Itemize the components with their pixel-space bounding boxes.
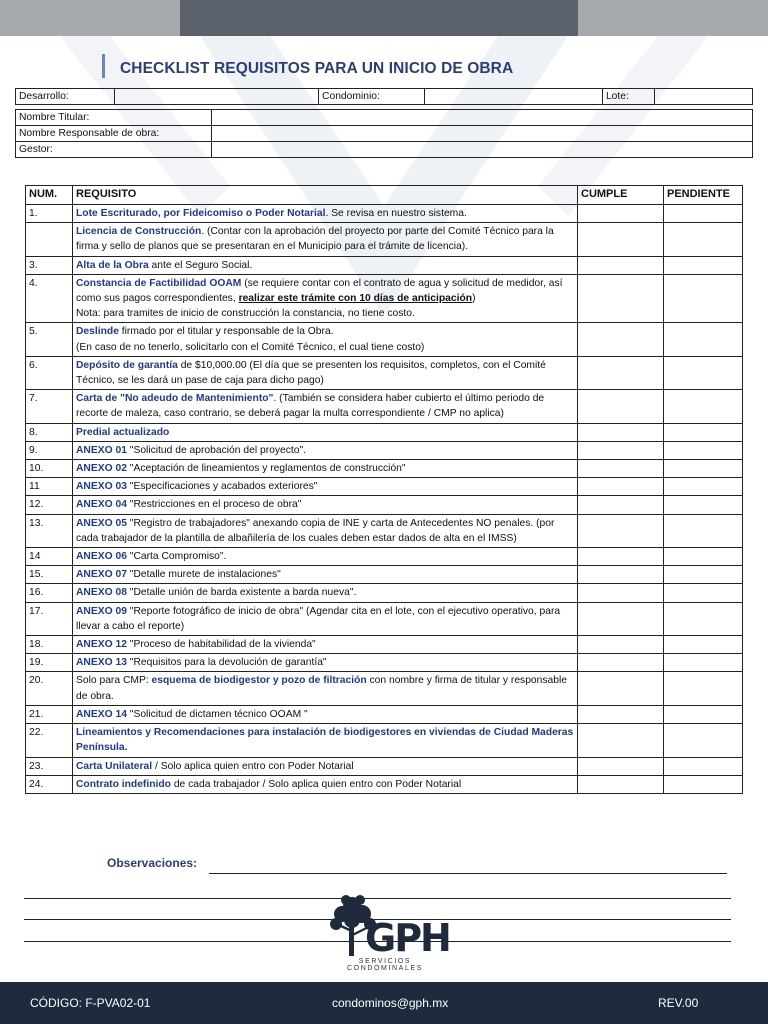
row-num: 4. <box>26 274 73 323</box>
row-cumple-cell[interactable] <box>578 323 664 356</box>
row-cumple-cell[interactable] <box>578 724 664 757</box>
row-requisito <box>73 496 578 514</box>
row-num: 9. <box>26 441 73 459</box>
title-accent-bar <box>102 54 105 78</box>
field-gestor[interactable] <box>212 142 753 158</box>
requisito-bold: ANEXO 13 <box>76 657 127 669</box>
row-cumple-cell[interactable] <box>578 390 664 423</box>
page-title: CHECKLIST REQUISITOS PARA UN INICIO DE OBRA <box>120 60 514 77</box>
row-requisito <box>73 654 578 672</box>
requisito-text: "Restricciones en el proceso de obra" <box>126 499 302 511</box>
row-num: 15. <box>26 566 73 584</box>
requisito-pre: Solo para CMP: <box>76 675 152 687</box>
row-requisito <box>73 441 578 459</box>
requisito-text: "Proceso de habitabilidad de la vivienda" <box>126 639 316 651</box>
row-requisito <box>73 423 578 441</box>
row-cumple-cell[interactable] <box>578 223 664 256</box>
requisito-bold: Carta Unilateral <box>76 760 153 772</box>
table-row <box>26 724 743 757</box>
table-row <box>26 602 743 635</box>
requisito-text: "Especificaciones y acabados exteriores" <box>126 481 318 493</box>
row-num: 11 <box>26 478 73 496</box>
row-num: 7. <box>26 390 73 423</box>
table-row <box>26 205 743 223</box>
requisito-text: (se requiere contar con el contrato de agua y solicitud de medidor, así como sus pagos correspondientes, <box>76 277 563 305</box>
row-num: 6. <box>26 356 73 389</box>
row-pendiente-cell[interactable] <box>664 705 743 723</box>
row-cumple-cell[interactable] <box>578 705 664 723</box>
requisito-text: de $10,000.00 (El día que se presenten los requisitos, completos, con el Comité Técnico, se les dará un pase de caja para dicho pago) <box>76 359 546 387</box>
col-header-num: NUM. <box>26 186 73 205</box>
requisito-text: firmado por el titular y responsable de la Obra. <box>118 326 334 338</box>
row-pendiente-cell[interactable] <box>664 775 743 793</box>
table-row <box>26 223 743 256</box>
requisito-bold: ANEXO 14 <box>76 708 127 720</box>
table-row <box>26 496 743 514</box>
row-pendiente-cell[interactable] <box>664 205 743 223</box>
row-cumple-cell[interactable] <box>578 460 664 478</box>
row-requisito <box>73 548 578 566</box>
label-nombre-responsable: Nombre Responsable de obra: <box>16 126 212 142</box>
row-pendiente-cell[interactable] <box>664 460 743 478</box>
row-cumple-cell[interactable] <box>578 757 664 775</box>
requisito-text: . (También se considera haber cubierto el último periodo de recorte de maleza, caso contrario, se deberá pagar la multa correspondiente / CMP no aplica) <box>76 393 545 420</box>
row-num: 18. <box>26 636 73 654</box>
row-num: 1. <box>26 205 73 223</box>
row-num: 16. <box>26 584 73 602</box>
table-row <box>26 705 743 723</box>
row-requisito <box>73 478 578 496</box>
table-row <box>26 441 743 459</box>
row-requisito <box>73 724 578 757</box>
requisito-bold: Deslinde <box>76 326 119 338</box>
requisito-bold: Licencia de Construcción <box>76 226 202 238</box>
row-cumple-cell[interactable] <box>578 441 664 459</box>
requisito-text: / Solo aplica quien entro con Poder Notarial <box>152 760 354 772</box>
col-header-requisito: REQUISITO <box>73 186 578 205</box>
requisito-text2: ) <box>472 293 476 305</box>
requisito-bold: Lote Escriturado, por Fideicomiso o Poder Notarial <box>76 208 326 219</box>
label-nombre-titular: Nombre Titular: <box>16 110 212 126</box>
row-pendiente-cell[interactable] <box>664 274 743 323</box>
requisito-text: "Aceptación de lineamientos y reglamentos de construcción" <box>126 463 406 475</box>
requisito-text: con nombre y firma de titular y responsable de obra. <box>76 675 567 702</box>
footer-email[interactable]: condominos@gph.mx <box>332 996 449 1010</box>
row-cumple-cell[interactable] <box>578 672 664 705</box>
field-nombre-responsable[interactable] <box>212 126 753 142</box>
requisito-bold: ANEXO 01 <box>76 444 127 456</box>
table-row <box>26 775 743 793</box>
requisito-bold: Depósito de garantía <box>76 359 178 371</box>
row-requisito <box>73 566 578 584</box>
requisito-note: (En caso de no tenerlo, solicitarlo con el Comité Técnico, el cual tiene costo) <box>76 341 425 353</box>
row-requisito <box>73 274 578 323</box>
row-num: 20. <box>26 672 73 705</box>
row-num: 21. <box>26 705 73 723</box>
row-cumple-cell[interactable] <box>578 514 664 547</box>
row-cumple-cell[interactable] <box>578 636 664 654</box>
row-cumple-cell[interactable] <box>578 566 664 584</box>
requisito-text: "Registro de trabajadores" anexando copia de INE y carta de Antecedentes NO penales. (por cada trabajador de la plantilla de albañilería de los cuales deben estar dados de alta en el IMSS) <box>76 517 555 544</box>
requisito-bold2: OOAM <box>206 277 242 289</box>
row-cumple-cell[interactable] <box>578 654 664 672</box>
requisito-text: "Requisitos para la devolución de garantía" <box>126 657 327 669</box>
logo-subtitle: SERVICIOS CONDOMINALES <box>347 958 423 972</box>
row-requisito <box>73 256 578 274</box>
requisito-bold: ANEXO 08 <box>76 587 127 599</box>
table-row <box>26 274 743 323</box>
row-num: 24. <box>26 775 73 793</box>
requisito-text: ante el Seguro Social. <box>148 259 253 271</box>
row-cumple-cell[interactable] <box>578 584 664 602</box>
requisito-text: "Detalle murete de instalaciones" <box>126 569 281 581</box>
table-row <box>26 514 743 547</box>
requisito-underline: realizar este trámite con 10 días de anticipación <box>238 293 473 305</box>
row-num: 5. <box>26 323 73 356</box>
row-num: 8. <box>26 423 73 441</box>
requisito-bold: Alta de la Obra <box>76 259 149 271</box>
row-requisito <box>73 356 578 389</box>
row-pendiente-cell[interactable] <box>664 423 743 441</box>
row-num: 3. <box>26 256 73 274</box>
row-pendiente-cell[interactable] <box>664 223 743 256</box>
row-cumple-cell[interactable] <box>578 496 664 514</box>
observaciones-line-1[interactable] <box>209 873 727 874</box>
footer-bar <box>0 982 768 1024</box>
table-row <box>26 548 743 566</box>
row-pendiente-cell[interactable] <box>664 548 743 566</box>
table-row <box>26 584 743 602</box>
row-num: 22. <box>26 724 73 757</box>
row-requisito <box>73 757 578 775</box>
requisito-text: de cada trabajador / Solo aplica quien entro con Poder Notarial <box>170 778 462 790</box>
row-pendiente-cell[interactable] <box>664 356 743 389</box>
row-requisito <box>73 390 578 423</box>
row-requisito <box>73 775 578 793</box>
field-nombre-titular[interactable] <box>212 110 753 126</box>
label-condominio: Condominio: <box>319 89 425 105</box>
row-cumple-cell[interactable] <box>578 423 664 441</box>
requisito-text: "Reporte fotográfico de inicio de obra" (Agendar cita en el lote, con el ejecutivo operativo, para llevar a cabo el reporte) <box>76 605 561 632</box>
requisito-bold: ANEXO 06 <box>76 551 127 563</box>
row-pendiente-cell[interactable] <box>664 724 743 757</box>
requisito-text: . Se revisa en nuestro sistema. <box>325 208 467 219</box>
row-num: 13. <box>26 514 73 547</box>
table-row <box>26 460 743 478</box>
requisito-bold: Contrato indefinido <box>76 778 171 790</box>
requisito-bold: ANEXO 09 <box>76 605 127 617</box>
label-lote: Lote: <box>602 89 654 105</box>
row-num: 14 <box>26 548 73 566</box>
requisito-bold: ANEXO 12 <box>76 639 127 651</box>
requisito-text: "Detalle unión de barda existente a barda nueva". <box>126 587 357 599</box>
logo-wordmark: GPH <box>365 916 450 960</box>
requisito-bold: ANEXO 04 <box>76 499 127 511</box>
table-row <box>26 757 743 775</box>
row-requisito <box>73 672 578 705</box>
requisito-bold: Carta de "No adeudo de Mantenimiento" <box>76 393 274 405</box>
row-pendiente-cell[interactable] <box>664 584 743 602</box>
requisito-bold: ANEXO 02 <box>76 463 127 475</box>
top-banner-center <box>180 0 578 36</box>
label-gestor: Gestor: <box>16 142 212 158</box>
row-num <box>26 223 73 256</box>
row-num: 23. <box>26 757 73 775</box>
footer-codigo: CÓDIGO: F-PVA02-01 <box>30 996 151 1010</box>
row-pendiente-cell[interactable] <box>664 496 743 514</box>
header-fields-row1 <box>15 88 753 105</box>
table-row <box>26 356 743 389</box>
requisito-text: "Solicitud de aprobación del proyecto". <box>126 444 306 456</box>
row-pendiente-cell[interactable] <box>664 256 743 274</box>
field-lote[interactable] <box>655 89 753 105</box>
row-pendiente-cell[interactable] <box>664 636 743 654</box>
row-cumple-cell[interactable] <box>578 274 664 323</box>
table-row <box>26 672 743 705</box>
table-row <box>26 423 743 441</box>
row-cumple-cell[interactable] <box>578 256 664 274</box>
row-requisito <box>73 705 578 723</box>
row-requisito <box>73 602 578 635</box>
observaciones-label: Observaciones: <box>107 856 198 870</box>
field-desarrollo[interactable] <box>114 89 318 105</box>
field-condominio[interactable] <box>424 89 602 105</box>
requisito-text: "Solicitud de dictamen técnico OOAM " <box>126 708 308 720</box>
row-pendiente-cell[interactable] <box>664 390 743 423</box>
row-pendiente-cell[interactable] <box>664 478 743 496</box>
row-requisito <box>73 636 578 654</box>
table-row <box>26 256 743 274</box>
requisito-note: Nota: para tramites de inicio de construcción la constancia, no tiene costo. <box>76 308 415 320</box>
row-requisito <box>73 323 578 356</box>
row-pendiente-cell[interactable] <box>664 514 743 547</box>
row-requisito <box>73 223 578 256</box>
requirements-table <box>25 185 743 794</box>
row-num: 10. <box>26 460 73 478</box>
requisito-bold: esquema de biodigestor y pozo de filtración <box>151 675 367 687</box>
requisito-bold: Constancia de Factibilidad <box>76 277 207 289</box>
row-cumple-cell[interactable] <box>578 205 664 223</box>
row-pendiente-cell[interactable] <box>664 441 743 459</box>
row-pendiente-cell[interactable] <box>664 566 743 584</box>
row-requisito <box>73 514 578 547</box>
col-header-pendiente: PENDIENTE <box>664 186 743 205</box>
requisito-bold: Predial actualizado <box>76 426 170 438</box>
requisito-bold: ANEXO 03 <box>76 481 127 493</box>
label-desarrollo: Desarrollo: <box>16 89 115 105</box>
row-cumple-cell[interactable] <box>578 602 664 635</box>
table-row <box>26 566 743 584</box>
row-pendiente-cell[interactable] <box>664 757 743 775</box>
row-cumple-cell[interactable] <box>578 478 664 496</box>
row-cumple-cell[interactable] <box>578 356 664 389</box>
table-row <box>26 323 743 356</box>
row-pendiente-cell[interactable] <box>664 602 743 635</box>
row-requisito <box>73 460 578 478</box>
row-cumple-cell[interactable] <box>578 548 664 566</box>
footer-rev: REV.00 <box>658 996 699 1010</box>
requisito-text: . (Contar con la aprobación del proyecto por parte del Comité Técnico para la firma y sello de planos que se presentaran en el Municipio para el trámite de licencia). <box>76 226 554 253</box>
requisito-bold: ANEXO 05 <box>76 517 127 529</box>
row-requisito <box>73 584 578 602</box>
row-pendiente-cell[interactable] <box>664 323 743 356</box>
requisito-bold: ANEXO 07 <box>76 569 127 581</box>
row-num: 12. <box>26 496 73 514</box>
header-fields-block <box>15 109 753 158</box>
row-pendiente-cell[interactable] <box>664 654 743 672</box>
requisito-text: "Carta Compromiso". <box>126 551 227 563</box>
table-row <box>26 390 743 423</box>
table-row <box>26 636 743 654</box>
table-row <box>26 478 743 496</box>
row-pendiente-cell[interactable] <box>664 672 743 705</box>
row-num: 19. <box>26 654 73 672</box>
row-cumple-cell[interactable] <box>578 775 664 793</box>
col-header-cumple: CUMPLE <box>578 186 664 205</box>
row-requisito <box>73 205 578 223</box>
top-banner <box>0 0 768 36</box>
row-num: 17. <box>26 602 73 635</box>
table-row <box>26 654 743 672</box>
requisito-bold: Lineamientos y Recomendaciones para instalación de biodigestores en viviendas de Ciudad Maderas Península. <box>76 727 574 754</box>
